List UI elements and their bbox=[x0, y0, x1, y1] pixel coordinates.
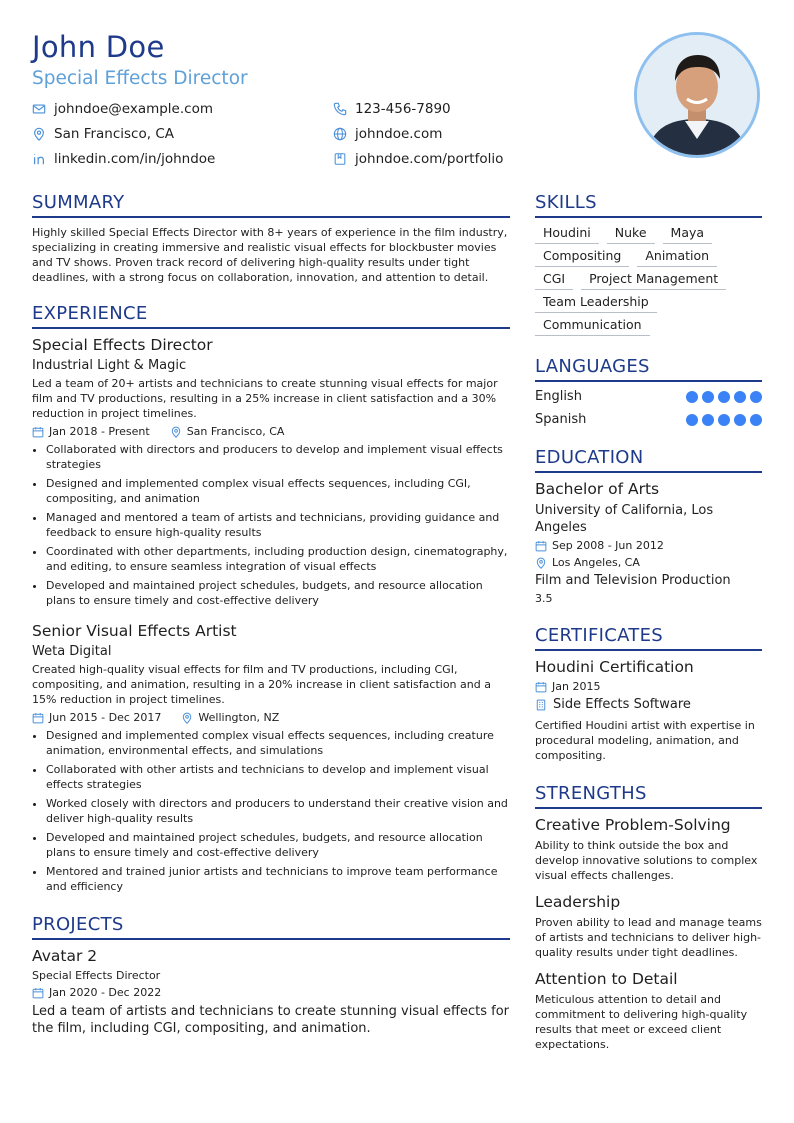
skill-tag: Project Management bbox=[581, 271, 726, 290]
bullet-item: • Worked closely with directors and producers to understand their creative vision and deliver high-quality results bbox=[46, 796, 510, 826]
proficiency-dot bbox=[750, 391, 762, 403]
strength-title: Creative Problem-Solving bbox=[535, 816, 731, 834]
proficiency-dot bbox=[734, 391, 746, 403]
contact-phone[interactable] bbox=[333, 101, 451, 117]
experience-entry bbox=[32, 336, 510, 608]
strengths-heading: STRENGTHS bbox=[535, 783, 762, 809]
email-text: johndoe@example.com bbox=[54, 101, 213, 117]
project-role: Special Effects Director bbox=[32, 969, 161, 982]
job-title: Senior Visual Effects Artist bbox=[32, 622, 237, 640]
company-name: Industrial Light & Magic bbox=[32, 358, 187, 373]
linkedin-text: linkedin.com/in/johndoe bbox=[54, 151, 216, 167]
calendar-icon bbox=[32, 426, 44, 438]
job-bullets bbox=[32, 728, 510, 894]
strength-title: Leadership bbox=[535, 893, 621, 911]
education-dates: Sep 2008 - Jun 2012 bbox=[552, 539, 664, 552]
proficiency-dot bbox=[718, 414, 730, 426]
skill-tag: Maya bbox=[663, 225, 713, 244]
linkedin-icon bbox=[32, 152, 46, 166]
location-pin-icon bbox=[170, 426, 182, 438]
education-location-row bbox=[535, 556, 762, 569]
location-pin-icon bbox=[535, 557, 547, 569]
language-row bbox=[535, 389, 762, 404]
projects-heading: PROJECTS bbox=[32, 914, 510, 940]
proficiency-dot bbox=[686, 414, 698, 426]
website-text: johndoe.com bbox=[355, 126, 443, 142]
job-description: Created high-quality visual effects for film and TV productions, including CGI, compositing, and animation, resulting in a 20% increase in client satisfaction and a 15% reduction in project timelines. bbox=[32, 663, 491, 706]
project-entry bbox=[32, 947, 510, 1037]
bullet-item: • Mentored and trained junior artists and technicians to improve team performance and efficiency bbox=[46, 864, 510, 894]
certificate-issuer-row bbox=[535, 697, 762, 712]
job-description: Led a team of 20+ artists and technicians to create stunning visual effects for major film and TV productions, resulting in a 25% increase in client satisfaction and a 30% reduction in project timelines. bbox=[32, 377, 498, 420]
skills-heading: SKILLS bbox=[535, 192, 762, 218]
portfolio-text: johndoe.com/portfolio bbox=[355, 151, 504, 167]
proficiency-dot bbox=[702, 391, 714, 403]
education-dates-row bbox=[535, 539, 762, 552]
proficiency-dots bbox=[686, 414, 762, 426]
strength-description: Ability to think outside the box and develop innovative solutions to complex visual effects challenges. bbox=[535, 839, 758, 882]
bullet-item: • Managed and mentored a team of artists and technicians, providing guidance and feedback to ensure high-quality results bbox=[46, 510, 510, 540]
calendar-icon bbox=[535, 540, 547, 552]
job-bullets bbox=[32, 442, 510, 608]
left-column bbox=[32, 192, 510, 1037]
strength-description: Meticulous attention to detail and commitment to delivering high-quality results that meet or exceed client expectations. bbox=[535, 993, 748, 1051]
job-dates: Jun 2015 - Dec 2017 bbox=[49, 711, 162, 724]
bullet-item: • Designed and implemented complex visual effects sequences, including creature animation, environmental effects, and simulations bbox=[46, 728, 510, 758]
proficiency-dot bbox=[702, 414, 714, 426]
job-meta bbox=[32, 711, 510, 724]
globe-icon bbox=[333, 127, 347, 141]
company-name: Weta Digital bbox=[32, 644, 112, 659]
proficiency-dot bbox=[718, 391, 730, 403]
contact-email[interactable] bbox=[32, 101, 213, 117]
contact-linkedin[interactable] bbox=[32, 151, 215, 167]
proficiency-dot bbox=[750, 414, 762, 426]
proficiency-dots bbox=[686, 391, 762, 403]
languages-heading: LANGUAGES bbox=[535, 356, 762, 382]
profile-photo bbox=[634, 32, 760, 158]
location-pin-icon bbox=[32, 127, 46, 141]
language-name: Spanish bbox=[535, 412, 587, 427]
envelope-icon bbox=[32, 102, 46, 116]
proficiency-dot bbox=[686, 391, 698, 403]
project-dates: Jan 2020 - Dec 2022 bbox=[49, 986, 162, 999]
phone-icon bbox=[333, 102, 347, 116]
certificate-issuer: Side Effects Software bbox=[553, 697, 691, 712]
education-heading: EDUCATION bbox=[535, 447, 762, 473]
experience-heading: EXPERIENCE bbox=[32, 303, 510, 329]
contact-location bbox=[32, 126, 174, 142]
summary-text: Highly skilled Special Effects Director with 8+ years of experience in the film industry, specializing in creating immersive and realistic visual effects for blockbuster movies and TV shows. Proven track record of delivering high-quality results under tight deadlines, with a strong focus on collaboration, innovation, and attention to detail. bbox=[32, 226, 508, 284]
certificate-date-row bbox=[535, 680, 762, 693]
project-name: Avatar 2 bbox=[32, 947, 98, 965]
right-column bbox=[535, 192, 762, 1062]
building-icon bbox=[535, 699, 547, 711]
job-title: Special Effects Director bbox=[32, 336, 213, 354]
job-location: Wellington, NZ bbox=[198, 711, 280, 724]
resume-title: Special Effects Director bbox=[32, 68, 248, 89]
summary-heading: SUMMARY bbox=[32, 192, 510, 218]
education-field: Film and Television Production bbox=[535, 573, 731, 588]
location-pin-icon bbox=[181, 712, 193, 724]
location-text: San Francisco, CA bbox=[54, 126, 174, 142]
job-meta bbox=[32, 425, 510, 438]
bullet-item: • Collaborated with other artists and technicians to develop and implement visual effects strategies bbox=[46, 762, 510, 792]
project-meta bbox=[32, 986, 510, 999]
skill-tag: Compositing bbox=[535, 248, 629, 267]
language-row bbox=[535, 412, 762, 427]
calendar-icon bbox=[535, 681, 547, 693]
phone-text: 123-456-7890 bbox=[355, 101, 451, 117]
certificate-description: Certified Houdini artist with expertise in procedural modeling, animation, and compositing. bbox=[535, 719, 755, 762]
contact-portfolio[interactable] bbox=[333, 151, 503, 167]
bullet-item: • Developed and maintained project schedules, budgets, and resource allocation plans to ensure timely and cost-effective delivery bbox=[46, 830, 510, 860]
skill-tag: Animation bbox=[637, 248, 717, 267]
education-gpa: 3.5 bbox=[535, 592, 553, 605]
project-description: Led a team of artists and technicians to create stunning visual effects for the film, including CGI, compositing, and animation. bbox=[32, 1004, 510, 1036]
job-location: San Francisco, CA bbox=[186, 425, 285, 438]
skills-list bbox=[535, 225, 762, 336]
certificates-heading: CERTIFICATES bbox=[535, 625, 762, 651]
bullet-item: • Collaborated with directors and producers to develop and implement visual effects strategies bbox=[46, 442, 510, 472]
skill-tag: Team Leadership bbox=[535, 294, 657, 313]
education-degree: Bachelor of Arts bbox=[535, 480, 660, 498]
education-location: Los Angeles, CA bbox=[552, 556, 640, 569]
education-school: University of California, Los Angeles bbox=[535, 503, 714, 535]
certificate-name: Houdini Certification bbox=[535, 658, 694, 676]
portfolio-icon bbox=[333, 152, 347, 166]
proficiency-dot bbox=[734, 414, 746, 426]
resume-name: John Doe bbox=[32, 30, 165, 64]
experience-entry bbox=[32, 622, 510, 894]
skill-tag: CGI bbox=[535, 271, 573, 290]
contact-website[interactable] bbox=[333, 126, 442, 142]
calendar-icon bbox=[32, 987, 44, 999]
job-dates: Jan 2018 - Present bbox=[49, 425, 150, 438]
skill-tag: Houdini bbox=[535, 225, 599, 244]
skill-tag: Communication bbox=[535, 317, 650, 336]
bullet-item: • Designed and implemented complex visual effects sequences, including CGI, compositing, and animation bbox=[46, 476, 510, 506]
bullet-item: • Coordinated with other departments, including production design, cinematography, and editing, to ensure seamless integration of visual effects bbox=[46, 544, 510, 574]
strength-title: Attention to Detail bbox=[535, 970, 678, 988]
strength-description: Proven ability to lead and manage teams of artists and technicians to deliver high-quality results under tight deadlines. bbox=[535, 916, 762, 959]
certificate-date: Jan 2015 bbox=[552, 680, 601, 693]
calendar-icon bbox=[32, 712, 44, 724]
bullet-item: • Developed and maintained project schedules, budgets, and resource allocation plans to ensure timely and cost-effective delivery bbox=[46, 578, 510, 608]
skill-tag: Nuke bbox=[607, 225, 655, 244]
language-name: English bbox=[535, 389, 582, 404]
